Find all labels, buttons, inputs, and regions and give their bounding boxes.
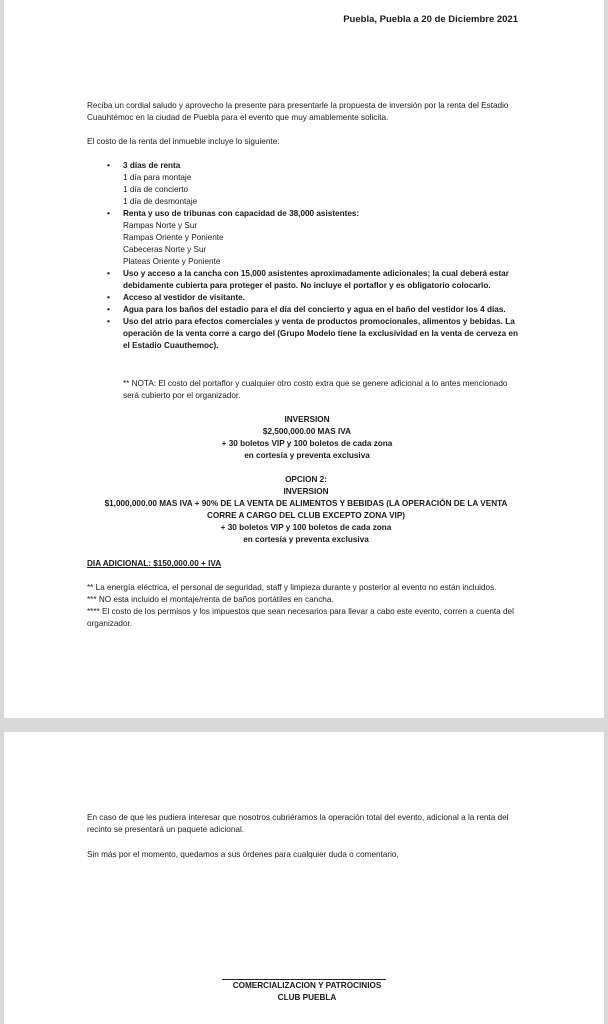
signature-block <box>87 980 527 1004</box>
letter-page-2 <box>4 732 604 1024</box>
footnote: ** La energía eléctrica, el personal de seguridad, staff y limpieza durante y posterior al evento no están incluidos. <box>87 583 497 592</box>
signature-club: CLUB PUEBLA <box>277 993 337 1002</box>
dia-adicional: DIA ADICIONAL: $150,000.00 + IVA <box>87 559 222 568</box>
inversion-block <box>87 414 527 462</box>
list-item <box>87 208 527 268</box>
letter-page-1 <box>4 0 604 718</box>
closing-paragraph: Sin más por el momento, quedamos a sus órdenes para cualquier duda o comentario, <box>87 850 399 859</box>
opcion2-block <box>96 474 516 546</box>
included-items-list <box>87 160 527 352</box>
inversion-amount: $2,500,000.00 MAS IVA <box>262 427 352 436</box>
footnote: **** El costo de los permisos y los impuestos que sean necesarios para llevar a cabo este evento, corren a cuenta del organizador. <box>87 607 514 628</box>
offer-paragraph: En caso de que les pudiera interesar que nosotros cubriéramos la operación total del evento, adicional a la renta del recinto se presentará un paquete adicional. <box>87 813 509 834</box>
bullet-icon: • <box>107 209 110 218</box>
item-title: Agua para los baños del estadio para el día del concierto y agua en el baño del vestidor los 4 días. <box>123 305 506 314</box>
item-sub: Rampas Oriente y Poniente <box>123 233 224 242</box>
bullet-icon: • <box>107 269 110 278</box>
letter-date: Puebla, Puebla a 20 de Diciembre 2021 <box>343 14 518 25</box>
item-sub: 1 día de desmontaje <box>123 197 198 206</box>
item-sub: Plateas Oriente y Poniente <box>123 257 221 266</box>
signature-department: COMERCIALIZACION Y PATROCINIOS <box>232 981 382 990</box>
intro-paragraph: Reciba un cordial saludo y aprovecho la presente para presentarle la propuesta de inversión por la renta del Estadio Cuauhtémoc en la ciudad de Puebla para el evento que muy amablemente solicita. <box>87 101 509 122</box>
list-item <box>87 160 527 208</box>
item-sub: Rampas Norte y Sur <box>123 221 198 230</box>
item-sub: 1 día para montaje <box>123 173 192 182</box>
opcion2-inversion-label: INVERSION <box>283 487 329 496</box>
footnote: *** NO esta incluido el montaje/renta de baños portátiles en cancha. <box>87 595 334 604</box>
list-item <box>87 292 527 304</box>
list-item <box>87 304 527 316</box>
item-title: 3 días de renta <box>123 161 181 170</box>
cost-intro: El costo de la renta del inmueble incluye lo siguiente: <box>87 137 280 146</box>
opcion2-amount: $1,000,000.00 MAS IVA + 90% DE LA VENTA DE ALIMENTOS Y BEBIDAS (LA OPERACIÓN DE LA VENTA CORRE A CARGO DEL CLUB EXCEPTO ZONA VIP) <box>104 499 508 520</box>
item-title: Renta y uso de tribunas con capacidad de 38,000 asistentes: <box>123 209 360 218</box>
nota-text: ** NOTA: El costo del portaflor y cualquier otro costo extra que se genere adicional a lo antes mencionado será cubierto por el organizador. <box>123 379 508 400</box>
item-title: Uso del atrio para efectos comerciales y venta de productos promocionales, alimentos y bebidas. La operación de la venta corre a cargo del (Grupo Modelo tiene la exclusividad en la venta de cerveza en el Estadio Cuauthemoc). <box>123 317 518 350</box>
item-title: Acceso al vestidor de visitante. <box>123 293 245 302</box>
item-sub: 1 día de concierto <box>123 185 189 194</box>
item-sub: Cabeceras Norte y Sur <box>123 245 207 254</box>
list-item <box>87 316 527 352</box>
opcion2-label: OPCION 2: <box>285 475 327 484</box>
opcion2-cortesia: en cortesía y preventa exclusiva <box>243 535 369 544</box>
opcion2-boletos: + 30 boletos VIP y 100 boletos de cada zona <box>220 523 392 532</box>
inversion-cortesia: en cortesía y preventa exclusiva <box>244 451 370 460</box>
item-title: Uso y acceso a la cancha con 15,000 asistentes aproximadamente adicionales; la cual deberá estar debidamente cubierta para proteger el pasto. No incluye el portaflor y es obligatorio colocarlo. <box>123 269 509 290</box>
bullet-icon: • <box>107 293 110 302</box>
footnotes <box>87 582 527 630</box>
list-item <box>87 268 527 292</box>
inversion-label: INVERSION <box>284 415 330 424</box>
bullet-icon: • <box>107 161 110 170</box>
bullet-icon: • <box>107 305 110 314</box>
inversion-boletos: + 30 boletos VIP y 100 boletos de cada zona <box>221 439 393 448</box>
bullet-icon: • <box>107 317 110 326</box>
